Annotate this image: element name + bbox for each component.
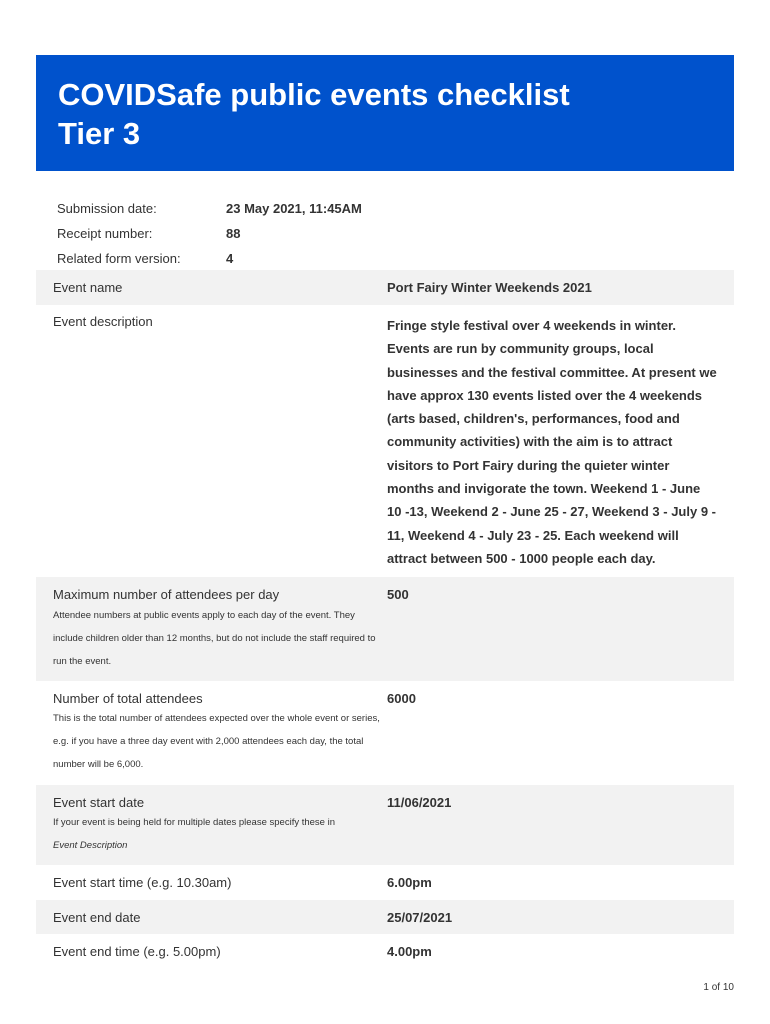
start-date-label: Event start date (53, 795, 145, 810)
form-version-value: 4 (226, 251, 234, 266)
total-attendees-label-group (53, 691, 387, 785)
field-row-max-attendees (36, 577, 734, 681)
end-date-label: Event end date (53, 909, 141, 925)
start-date-value: 11/06/2021 (387, 795, 452, 810)
field-row-total-attendees (36, 681, 734, 785)
max-attendees-help: Attendee numbers at public events apply to each day of the event. They include children older than 12 months, but do not include the staff required to run the event. (53, 610, 376, 667)
field-row-end-date (36, 900, 734, 934)
form-version-label: Related form version: (57, 251, 181, 266)
submission-date-value: 23 May 2021, 11:45AM (226, 201, 362, 216)
page-number: 1 of 10 (703, 982, 734, 993)
field-row-start-date (36, 785, 734, 865)
title-line-1: COVIDSafe public events checklist (58, 77, 570, 112)
max-attendees-label-group (53, 587, 387, 681)
start-time-label: Event start time (e.g. 10.30am) (53, 875, 232, 890)
response-table (36, 270, 734, 969)
page-title (58, 75, 712, 153)
total-attendees-label: Number of total attendees (53, 691, 203, 706)
end-date-value: 25/07/2021 (387, 909, 453, 925)
max-attendees-label: Maximum number of attendees per day (53, 587, 280, 602)
receipt-number-label: Receipt number: (57, 226, 153, 241)
event-description-label: Event description (53, 314, 153, 329)
start-date-help-emphasis: Event Description (53, 840, 128, 851)
field-row-end-time (36, 934, 734, 969)
field-row-event-description (36, 305, 734, 577)
end-time-label: Event end time (e.g. 5.00pm) (53, 944, 221, 959)
event-description-value: Fringe style festival over 4 weekends in winter. Events are run by community groups, local businesses and the festival committee. At present we have approx 130 events listed over the 4 weekends (arts based, children's, performances, food and community activities) with the aim is to attract visitors to Port Fairy during the quieter winter months and invigorate the town. Weekend 1 - June 10 -13, Weekend 2 - June 25 - 27, Weekend 3 - July 9 - 11, Weekend 4 - July 23 - 25. Each weekend will attract between 500 - 1000 people each day. (387, 318, 717, 566)
event-name-value: Port Fairy Winter Weekends 2021 (387, 280, 592, 295)
total-attendees-help: This is the total number of attendees expected over the whole event or series, e.g. if you have a three day event with 2,000 attendees each day, the total number will be 6,000. (53, 713, 380, 770)
receipt-number-value: 88 (226, 226, 241, 241)
event-name-label: Event name (53, 280, 123, 295)
field-row-event-name (36, 270, 734, 305)
start-date-help (53, 811, 387, 857)
start-date-help-text: If your event is being held for multiple dates please specify these in (53, 817, 335, 828)
start-time-value: 6.00pm (387, 875, 432, 890)
start-date-label-group (53, 795, 387, 865)
header-banner (36, 55, 734, 171)
meta-row-submission (57, 196, 707, 221)
field-row-start-time (36, 865, 734, 900)
submission-meta (57, 196, 707, 271)
title-line-2: Tier 3 (58, 116, 141, 151)
meta-row-receipt (57, 221, 707, 246)
meta-row-version (57, 246, 707, 271)
end-time-value: 4.00pm (387, 944, 432, 959)
submission-date-label: Submission date: (57, 201, 157, 216)
total-attendees-value: 6000 (387, 691, 416, 706)
max-attendees-value: 500 (387, 587, 409, 602)
